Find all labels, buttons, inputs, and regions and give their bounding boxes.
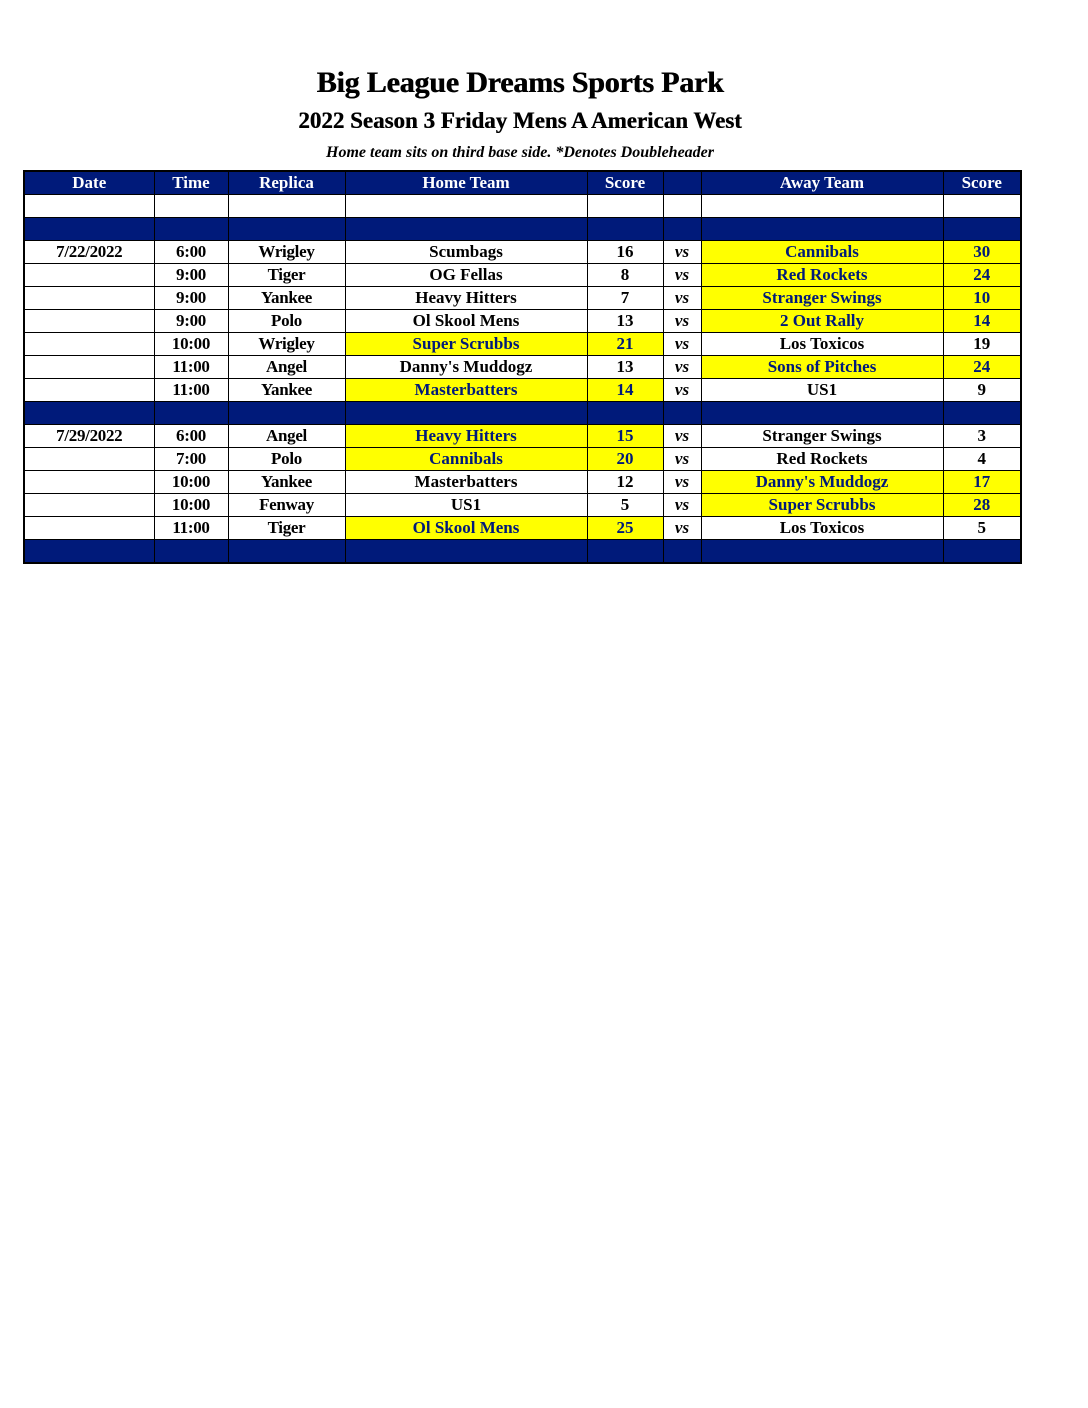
separator-row — [24, 402, 1021, 425]
away-score: 24 — [943, 264, 1021, 287]
game-date — [24, 287, 154, 310]
game-date — [24, 310, 154, 333]
separator-row — [24, 218, 1021, 241]
col-date-header: Date — [24, 171, 154, 195]
away-team: Danny's Muddogz — [701, 471, 943, 494]
game-date — [24, 517, 154, 540]
game-time: 10:00 — [154, 471, 228, 494]
home-team: Super Scrubbs — [345, 333, 587, 356]
vs-label: vs — [663, 310, 701, 333]
separator-row-cell — [663, 402, 701, 425]
separator-row-cell — [943, 402, 1021, 425]
header-row — [24, 171, 1021, 195]
vs-label: vs — [663, 425, 701, 448]
vs-label: vs — [663, 333, 701, 356]
game-date: 7/22/2022 — [24, 241, 154, 264]
col-away-score-header: Score — [943, 171, 1021, 195]
separator-row-cell — [228, 540, 345, 564]
game-time: 9:00 — [154, 310, 228, 333]
game-time: 9:00 — [154, 264, 228, 287]
game-row — [24, 517, 1021, 540]
game-time: 10:00 — [154, 494, 228, 517]
away-score: 28 — [943, 494, 1021, 517]
game-replica: Polo — [228, 310, 345, 333]
game-replica: Tiger — [228, 517, 345, 540]
home-team: Ol Skool Mens — [345, 517, 587, 540]
home-team: US1 — [345, 494, 587, 517]
away-score: 14 — [943, 310, 1021, 333]
away-team: Stranger Swings — [701, 425, 943, 448]
home-team: Masterbatters — [345, 471, 587, 494]
vs-label: vs — [663, 356, 701, 379]
vs-label: vs — [663, 264, 701, 287]
separator-row-cell — [228, 218, 345, 241]
col-vs-header — [663, 171, 701, 195]
game-time: 6:00 — [154, 425, 228, 448]
vs-label: vs — [663, 517, 701, 540]
home-team: Ol Skool Mens — [345, 310, 587, 333]
separator-row-cell — [154, 402, 228, 425]
home-score: 13 — [587, 310, 663, 333]
separator-row-cell — [701, 402, 943, 425]
separator-row-cell — [24, 402, 154, 425]
away-team: Los Toxicos — [701, 517, 943, 540]
home-score: 8 — [587, 264, 663, 287]
separator-row-cell — [345, 218, 587, 241]
game-replica: Polo — [228, 448, 345, 471]
blank-row — [24, 195, 1021, 218]
game-time: 9:00 — [154, 287, 228, 310]
blank-row-cell — [228, 195, 345, 218]
separator-row-cell — [587, 402, 663, 425]
page-subtitle: 2022 Season 3 Friday Mens A American West — [298, 108, 742, 133]
home-team: Heavy Hitters — [345, 287, 587, 310]
away-team: 2 Out Rally — [701, 310, 943, 333]
col-home-team-header: Home Team — [345, 171, 587, 195]
home-score: 13 — [587, 356, 663, 379]
home-team: Scumbags — [345, 241, 587, 264]
game-time: 11:00 — [154, 517, 228, 540]
away-score: 5 — [943, 517, 1021, 540]
separator-row-cell — [587, 218, 663, 241]
home-score: 20 — [587, 448, 663, 471]
blank-row-cell — [345, 195, 587, 218]
separator-row-cell — [24, 540, 154, 564]
game-time: 10:00 — [154, 333, 228, 356]
vs-label: vs — [663, 379, 701, 402]
home-score: 7 — [587, 287, 663, 310]
home-team: Danny's Muddogz — [345, 356, 587, 379]
col-home-score-header: Score — [587, 171, 663, 195]
separator-row-cell — [701, 540, 943, 564]
away-team: Los Toxicos — [701, 333, 943, 356]
home-team: Heavy Hitters — [345, 425, 587, 448]
home-score: 15 — [587, 425, 663, 448]
separator-row-cell — [154, 540, 228, 564]
game-replica: Fenway — [228, 494, 345, 517]
blank-row-cell — [701, 195, 943, 218]
home-score: 5 — [587, 494, 663, 517]
game-row — [24, 241, 1021, 264]
game-row — [24, 310, 1021, 333]
separator-row-cell — [154, 218, 228, 241]
game-replica: Wrigley — [228, 241, 345, 264]
game-replica: Yankee — [228, 287, 345, 310]
separator-row-cell — [943, 218, 1021, 241]
page-title: Big League Dreams Sports Park — [316, 66, 724, 99]
game-row — [24, 471, 1021, 494]
game-date — [24, 494, 154, 517]
separator-row-cell — [345, 540, 587, 564]
home-score: 16 — [587, 241, 663, 264]
game-row — [24, 264, 1021, 287]
blank-row-cell — [943, 195, 1021, 218]
col-away-team-header: Away Team — [701, 171, 943, 195]
away-team: Super Scrubbs — [701, 494, 943, 517]
game-row — [24, 379, 1021, 402]
separator-row-cell — [943, 540, 1021, 564]
away-score: 17 — [943, 471, 1021, 494]
away-score: 4 — [943, 448, 1021, 471]
game-time: 6:00 — [154, 241, 228, 264]
game-date — [24, 471, 154, 494]
separator-row-cell — [587, 540, 663, 564]
game-row — [24, 448, 1021, 471]
away-team: Sons of Pitches — [701, 356, 943, 379]
away-score: 24 — [943, 356, 1021, 379]
away-team: Stranger Swings — [701, 287, 943, 310]
home-score: 21 — [587, 333, 663, 356]
game-date — [24, 356, 154, 379]
vs-label: vs — [663, 287, 701, 310]
game-replica: Wrigley — [228, 333, 345, 356]
game-replica: Yankee — [228, 379, 345, 402]
game-row — [24, 333, 1021, 356]
away-score: 3 — [943, 425, 1021, 448]
home-score: 12 — [587, 471, 663, 494]
separator-row-cell — [663, 540, 701, 564]
blank-row-cell — [154, 195, 228, 218]
separator-row — [24, 540, 1021, 564]
game-time: 11:00 — [154, 379, 228, 402]
away-team: US1 — [701, 379, 943, 402]
game-replica: Tiger — [228, 264, 345, 287]
away-team: Cannibals — [701, 241, 943, 264]
game-row — [24, 494, 1021, 517]
vs-label: vs — [663, 471, 701, 494]
schedule-note: Home team sits on third base side. *Denotes Doubleheader — [326, 144, 714, 161]
col-time-header: Time — [154, 171, 228, 195]
vs-label: vs — [663, 241, 701, 264]
blank-row-cell — [24, 195, 154, 218]
away-score: 30 — [943, 241, 1021, 264]
col-replica-header: Replica — [228, 171, 345, 195]
game-replica: Yankee — [228, 471, 345, 494]
game-row — [24, 425, 1021, 448]
away-team: Red Rockets — [701, 264, 943, 287]
separator-row-cell — [228, 402, 345, 425]
separator-row-cell — [701, 218, 943, 241]
game-row — [24, 287, 1021, 310]
blank-row-cell — [663, 195, 701, 218]
away-team: Red Rockets — [701, 448, 943, 471]
home-score: 25 — [587, 517, 663, 540]
game-replica: Angel — [228, 425, 345, 448]
vs-label: vs — [663, 494, 701, 517]
game-date — [24, 264, 154, 287]
home-team: OG Fellas — [345, 264, 587, 287]
away-score: 9 — [943, 379, 1021, 402]
game-replica: Angel — [228, 356, 345, 379]
game-time: 11:00 — [154, 356, 228, 379]
home-team: Cannibals — [345, 448, 587, 471]
schedule-table — [23, 170, 1022, 564]
separator-row-cell — [663, 218, 701, 241]
game-date — [24, 379, 154, 402]
vs-label: vs — [663, 448, 701, 471]
game-date — [24, 448, 154, 471]
separator-row-cell — [24, 218, 154, 241]
game-row — [24, 356, 1021, 379]
game-date: 7/29/2022 — [24, 425, 154, 448]
separator-row-cell — [345, 402, 587, 425]
schedule-body — [24, 195, 1021, 564]
game-date — [24, 333, 154, 356]
away-score: 19 — [943, 333, 1021, 356]
away-score: 10 — [943, 287, 1021, 310]
blank-row-cell — [587, 195, 663, 218]
home-team: Masterbatters — [345, 379, 587, 402]
home-score: 14 — [587, 379, 663, 402]
game-time: 7:00 — [154, 448, 228, 471]
